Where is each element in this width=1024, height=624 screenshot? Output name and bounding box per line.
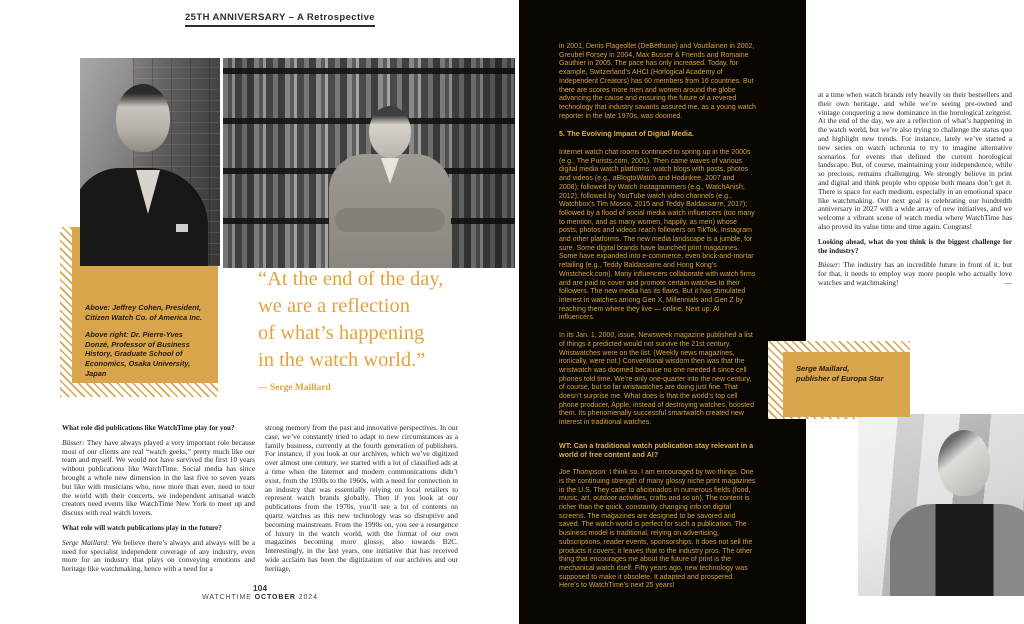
panel-answer xyxy=(559,469,756,591)
photo-jeffrey-cohen xyxy=(80,58,220,266)
pocket-square-shape xyxy=(176,224,188,232)
pull-quote-line: “At the end of the day, xyxy=(258,268,444,290)
answer-text: The industry has an incredible future in front of it, but for that, it needs to employ way more people who actually love watches and watchmaking! xyxy=(818,260,1012,287)
crossed-arms-shape xyxy=(335,208,445,232)
panel-question-heading: WT: Can a traditional watch publication stay relevant in a world of free content and AI? xyxy=(559,440,754,459)
caption-donze: Above right: Dr. Pierre-Yves Donzé, Professor of Business History, Graduate School of Economics, Osaka University, Japan xyxy=(85,330,191,378)
photo-pierre-yves-donze xyxy=(223,58,515,268)
caption-name: Serge Maillard, xyxy=(796,364,850,373)
answer-text: We believe there’s always and always will be a need for specialist independent coverage of any industry, even more for an industry that plays on conveying emotions and heritage like watchmaking, hence with a need for a xyxy=(62,537,256,574)
answer-continuation: at a time when watch brands rely heavily on their bestsellers and their own heritage, and while we’re seeing pre-owned and vintage conquering a new dominance in the horological zeitgeist. At the end of the day, we are a reflection of what’s happening in the watch world, but we’re also trying to challenge the status quo and highlight new trends. For instance, lately we’ve started a new series on watch uchronia to try to imagine alternative scenarios for events that defined the current horological landscape. But, of course, maintaining your independence, while so precious, remains challenging. We strongly believe in print and digital and think people who oppose both means don’t get it. There is space for each medium, especially in an emotional space like watchmaking. Our next goal is celebrating our hundredth anniversary in 2027 with a wide array of new initiatives, and we welcome a vibrant scene of watch media where WatchTime has also proved its value time and time again. Congrats! xyxy=(818,90,1012,231)
answer-text: They have always played a very important role because most of our clients are real “watch geeks,” pretty much like our team and myself. We would not have survived the first 10 years without publications like WatchTime. Social media has since brought a whole new dimension in the last five to seven years but like with musicians who, now more than ever, need to tour the world with their concerts, we independent artisanal watch creators need events like WatchTime New York to meet up and discuss with real watch lovers. xyxy=(62,437,255,518)
photo-serge-maillard xyxy=(858,414,1024,596)
interview-question: What role did publications like WatchTime play for you? xyxy=(62,424,235,432)
interview-question: What role will watch publications play in the future? xyxy=(62,523,222,532)
black-panel-text xyxy=(519,0,806,591)
panel-section-heading: 5. The Evolving Impact of Digital Media. xyxy=(559,129,694,139)
portrait-head-shape xyxy=(369,106,411,158)
magazine-issue-line xyxy=(180,594,340,601)
section-kicker: 25TH ANNIVERSARY – A Retrospective xyxy=(185,12,375,27)
right-page-column xyxy=(818,91,1012,294)
interview-answer xyxy=(62,539,255,574)
speaker-name: Büsser: xyxy=(818,260,841,270)
speaker-name: Joe Thompson: xyxy=(559,469,608,477)
portrait-turtleneck-blazer-shape xyxy=(890,504,1024,596)
interview-question: Looking ahead, what do you think is the biggest challenge for the industry? xyxy=(818,237,1012,255)
body-column-1 xyxy=(62,424,255,580)
interview-answer xyxy=(818,261,1012,287)
serge-maillard-caption-block xyxy=(783,352,910,417)
issue-month: OCTOBER xyxy=(254,594,296,601)
panel-paragraph: Internet watch chat rooms continued to spring up in the 2000s (e.g., The Purists.com, 2001). Then came waves of various digital media watch platforms: watch blogs with posts, photos and videos (e.g., aBlogtoWatch and Hodinkee, 2007 and 2008); followed by Watch Instagrammers (e.g., WatchAnish, 2012); followed by YouTube watch video channels (e.g., Watchbox’s Tim Mosso, 2015 and Teddy Baldassarre, 2017); followed by a flood of social media watch influencers (too many to mention, and as many women, happily, as men) whose posts, photos and videos reach followers on TikTok, Instagram and other platforms. The new media landscape is a jumble, for sure. Some digital brands have launched print magazines. Some have expanded into e-commerce, even brick-and-mortar retailing (e.g., Teddy Baldassarre and Hong Kong’s Wristcheck.com). Many influencers collaborate with watch firms and are paid to cover and promote certain watches to their followers. The new media has its flaws. But it has stimulated interest in watches among Gen X, Millennials and Gen Z by reaching them where they live — online. Next up: AI influencers. xyxy=(559,149,756,322)
answer-continuation: strong memory from the past and innovative perspectives. In our case, we’ve constantly tried to adapt to new circumstances as a family business, currently at the fourth generation of publishers. For instance, if you look at our archives, which we’ve digitized over almost one century, we started with a lot of classified ads at a time when the Internet and modern communications didn’t exist, from the 1930s to the 1960s, with a need for connection in an industry that was essentially relying on local retailers to represent watch brands globally. Then if you look at our publications from the 1970s, you’ll see a lot of contents on quartz watches as this new technology was so disruptive and becoming mainstream. From the 1990s on, you see a resurgence of luxury in the watch world, with the format of our own magazines becoming more glossy, also towards B2C. Interestingly, in the last years, one initiative that has received wide acclaim has been the digitization of our archives and our heritage, xyxy=(265,423,458,573)
pull-quote-line: of what’s happening xyxy=(258,322,425,344)
speaker-name: Serge Maillard: xyxy=(62,537,110,547)
caption-cohen: Above: Jeffrey Cohen, President, Citizen Watch Co. of America Inc. xyxy=(85,303,203,322)
portrait-head-shape xyxy=(938,430,990,496)
issue-year: 2024 xyxy=(298,594,318,601)
interview-answer xyxy=(62,439,255,518)
pull-quote-attribution: — Serge Maillard xyxy=(258,383,331,393)
pull-quote-line: we are a reflection xyxy=(258,295,410,317)
pull-quote xyxy=(258,266,498,393)
portrait-head-shape xyxy=(116,84,170,152)
panel-paragraph: in 2001, Denis Flageollet (DeBethune) and Voutilainen in 2002, Greubel Forsey in 2004, Max Busser & Friends and Romaine Gauthier in 2005. The pace has only increased. Today, for example, Switzerland’s AHCI (Horlogical Academy of Independent Creators) has 60 members from 16 countries. But there are scores more men and women around the globe advancing the cause and ensuring the future of a revered technology that industry savants assured me, as a young watch reporter in the late 1970s, was doomed. xyxy=(559,43,756,120)
answer-text: I think so. I am encouraged by two things. One is the continuing strength of many glossy niche print magazines in the U.S. They cater to aficionados in numerous fields (food, music, art, outdoor activities, crafts and so on). The content is richer than the quick, constantly changing info on digital screens. The magazines are designed to be savored and saved. The watch world is perfect for such a publication. The business model is traditional, relying on advertising, subscriptions, reader events, sponsorships. It does not sell the products it covers; it leaves that to the industry pros. The other thing that encourages me about the future of print is the mechanical watch itself. Fifty years ago, new technology was supposed to make it obsolete. It adapted and prospered. Here’s to WatchTime’s next 25 years! xyxy=(559,469,756,590)
magazine-name: WATCHTIME xyxy=(202,594,252,601)
panel-paragraph: In its Jan. 1, 2000, issue, Newsweek magazine published a list of things it predicted would not survive the 21st century. Wristwatches were on the list. (Weekly news magazines, ironically, were not.) Conventional wisdom then was that the wristwatch was doomed because no one needed it since cell phones told time. We’re only one-quarter into the new century, of course, but so far wristwatches are doing just fine. That doesn’t surprise me. What does is that the world’s top cell phone producer, Apple, instead of destroying watches, boosted them. Its phenomenally successful smartwatch created new interest in traditional watches. xyxy=(559,332,754,427)
black-text-panel xyxy=(519,0,806,624)
body-columns xyxy=(62,424,458,580)
body-column-2 xyxy=(265,424,458,580)
page-number: 104 xyxy=(252,583,268,593)
page-footer xyxy=(180,583,340,601)
end-dash: — xyxy=(1004,277,1012,287)
caption-role: publisher of Europa Star xyxy=(796,373,884,383)
pull-quote-line: in the watch world.” xyxy=(258,349,426,371)
speaker-name: Büsser: xyxy=(62,437,85,447)
